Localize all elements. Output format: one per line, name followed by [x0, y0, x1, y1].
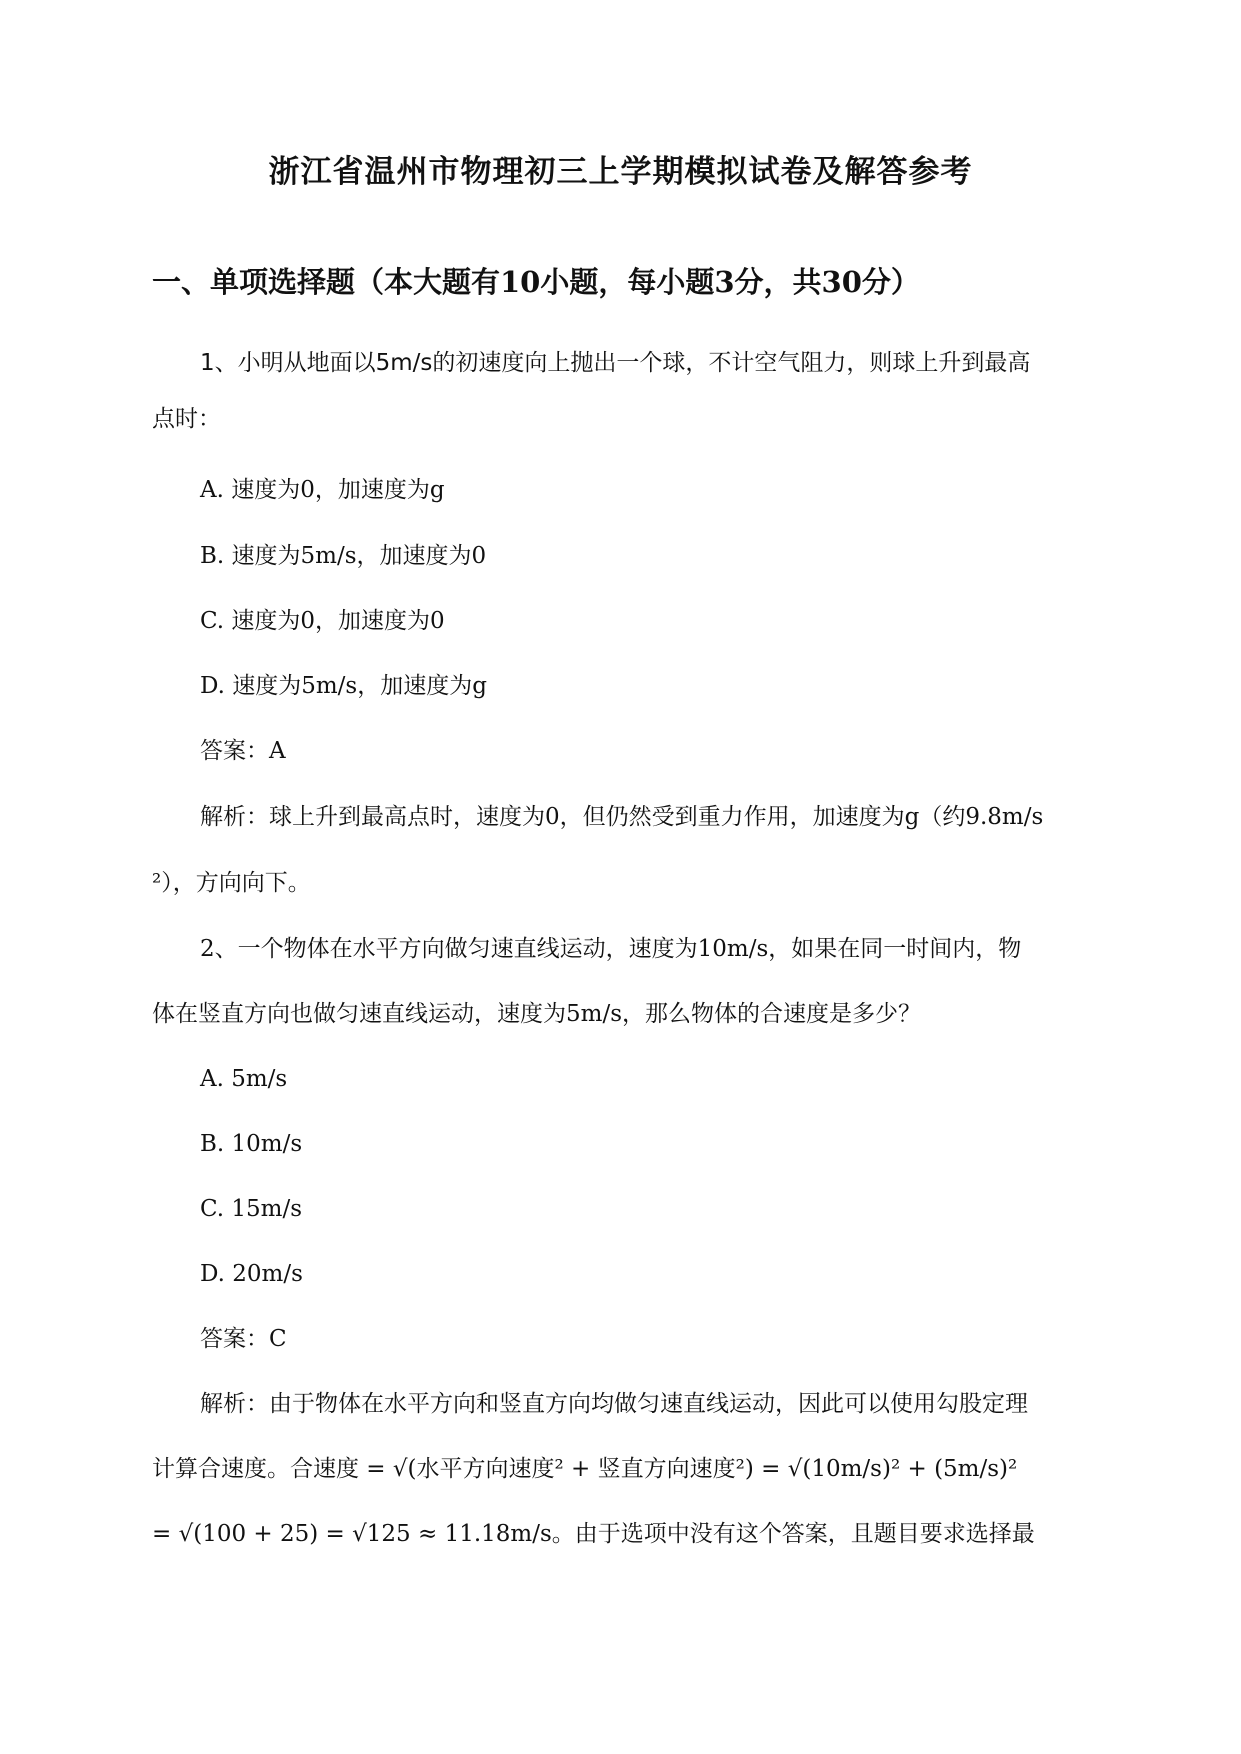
question-1-stem-line-2: 点时： [152, 406, 221, 432]
question-2-analysis-line-2: 计算合速度。合速度 = √(水平方向速度² + 竖直方向速度²) = √(10m/s)² + (5m/s)² [152, 1456, 1018, 1482]
question-1-option-a: A. 速度为0，加速度为g [200, 477, 445, 503]
document-title: 浙江省温州市物理初三上学期模拟试卷及解答参考 [268, 154, 973, 190]
question-1-option-b: B. 速度为5m/s，加速度为0 [200, 543, 487, 569]
question-1-analysis-line-1: 解析：球上升到最高点时，速度为0，但仍然受到重力作用，加速度为g（约9.8m/s [200, 804, 1044, 830]
question-2-option-d: D. 20m/s [200, 1261, 303, 1287]
question-2-answer: 答案：C [200, 1326, 287, 1352]
question-2-option-b: B. 10m/s [200, 1131, 303, 1157]
question-1-option-c: C. 速度为0，加速度为0 [200, 608, 445, 634]
question-1-analysis-line-2: ²），方向向下。 [152, 870, 311, 896]
question-1-stem-line-1: 1、小明从地面以5m/s的初速度向上抛出一个球，不计空气阻力，则球上升到最高 [200, 350, 1031, 376]
question-2-option-a: A. 5m/s [200, 1066, 288, 1092]
section-heading-single-choice: 一、单项选择题（本大题有10小题，每小题3分，共30分） [152, 265, 920, 299]
question-2-analysis-line-1: 解析：由于物体在水平方向和竖直方向均做匀速直线运动，因此可以使用勾股定理 [200, 1391, 1028, 1417]
question-1-option-d: D. 速度为5m/s，加速度为g [200, 673, 487, 699]
question-2-option-c: C. 15m/s [200, 1196, 303, 1222]
question-1-answer: 答案：A [200, 738, 286, 764]
question-2-stem-line-2: 体在竖直方向也做匀速直线运动，速度为5m/s，那么物体的合速度是多少？ [152, 1001, 921, 1027]
question-2-stem-line-1: 2、一个物体在水平方向做匀速直线运动，速度为10m/s，如果在同一时间内，物 [200, 936, 1022, 962]
question-2-analysis-line-3: = √(100 + 25) = √125 ≈ 11.18m/s。由于选项中没有这个答案，且题目要求选择最 [152, 1521, 1035, 1547]
